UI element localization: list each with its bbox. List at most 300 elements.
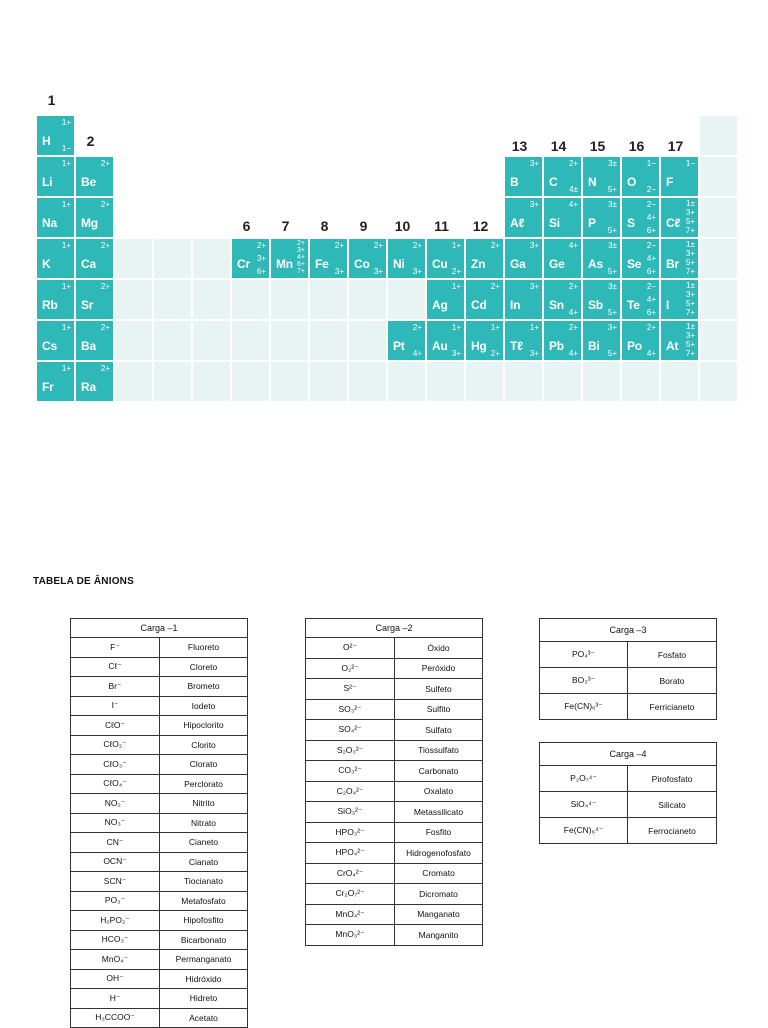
table-cell-empty (388, 362, 425, 401)
anion-name: Sulfito (395, 699, 483, 720)
anion-formula: Cr₂O₇²⁻ (306, 884, 395, 905)
anion-name: Brometo (160, 677, 248, 697)
table-row (71, 950, 248, 970)
element-Cd (466, 280, 503, 319)
element-Cu (427, 239, 464, 278)
table-cell-empty (661, 362, 698, 401)
element-F (661, 157, 698, 196)
group-number: 13 (511, 138, 528, 154)
anion-formula: MnO₄⁻ (71, 950, 160, 970)
element-Na (37, 198, 74, 237)
element-symbol: Li (42, 175, 53, 189)
element-Hg (466, 321, 503, 360)
oxidation-state: 1+ (61, 241, 71, 250)
anion-name: Cloreto (160, 657, 248, 677)
table-row (71, 989, 248, 1009)
anion-name: Clorito (160, 735, 248, 755)
element-Ga (505, 239, 542, 278)
anion-name: Peróxido (395, 658, 483, 679)
table-cell-empty (310, 362, 347, 401)
element-symbol: Ag (432, 298, 448, 312)
table-cell-empty (349, 280, 386, 319)
table-row (306, 740, 483, 761)
anion-formula: SO₄²⁻ (306, 720, 395, 741)
table-row (306, 720, 483, 741)
anion-formula: HCO₃⁻ (71, 930, 160, 950)
oxidation-state: 3+ (256, 254, 266, 263)
element-symbol: Aℓ (510, 216, 525, 230)
oxidation-state: 2+ (412, 241, 422, 250)
element-symbol: Se (627, 257, 642, 271)
element-Ge (544, 239, 581, 278)
oxidation-state: 7+ (685, 308, 695, 317)
oxidation-state: 3+ (334, 267, 344, 276)
element-symbol: N (588, 175, 597, 189)
element-Cs (37, 321, 74, 360)
element-Te (622, 280, 659, 319)
anion-formula: SiO₃²⁻ (306, 802, 395, 823)
anion-name: Hipoclorito (160, 716, 248, 736)
table-cell-empty (700, 280, 737, 319)
element-In (505, 280, 542, 319)
oxidation-state: 3+ (529, 159, 539, 168)
group-number: 15 (589, 138, 606, 154)
element-Aℓ (505, 198, 542, 237)
anion-formula: H₃CCOO⁻ (71, 1008, 160, 1028)
anion-name: Manganato (395, 904, 483, 925)
anion-name: Cromato (395, 863, 483, 884)
anion-name: Tiossulfato (395, 740, 483, 761)
element-symbol: Na (42, 216, 57, 230)
table-row (540, 818, 717, 844)
table-cell-empty (349, 362, 386, 401)
element-Ni (388, 239, 425, 278)
anion-table-charge-1 (70, 618, 248, 1028)
oxidation-state: 1+ (451, 323, 461, 332)
anion-formula: F⁻ (71, 638, 160, 658)
oxidation-state: 2− (646, 185, 656, 194)
table-row (71, 872, 248, 892)
table-cell-empty (154, 362, 191, 401)
element-S (622, 198, 659, 237)
charge-header: Carga –3 (540, 619, 717, 642)
element-Li (37, 157, 74, 196)
oxidation-state: 4+ (568, 241, 578, 250)
group-number: 11 (434, 218, 449, 234)
anion-name: Iodeto (160, 696, 248, 716)
oxidation-state: 4+ (568, 349, 578, 358)
oxidation-state: 5+ (685, 258, 695, 267)
anion-formula: HPO₃²⁻ (306, 822, 395, 843)
element-At (661, 321, 698, 360)
element-N (583, 157, 620, 196)
anion-name: Hidreto (160, 989, 248, 1009)
anion-formula: O₂²⁻ (306, 658, 395, 679)
oxidation-state: 1+ (529, 323, 539, 332)
element-Cr (232, 239, 269, 278)
oxidation-state: 2+ (100, 200, 110, 209)
anion-formula: Br⁻ (71, 677, 160, 697)
element-symbol: Te (627, 298, 640, 312)
element-K (37, 239, 74, 278)
element-symbol: P (588, 216, 596, 230)
group-number: 14 (550, 138, 567, 154)
anion-name: Sulfeto (395, 679, 483, 700)
oxidation-state: 2+ (100, 364, 110, 373)
oxidation-state: 2+ (334, 241, 344, 250)
anion-name: Fosfato (628, 642, 717, 668)
table-cell-empty (583, 362, 620, 401)
table-row (540, 766, 717, 792)
table-cell-empty (544, 362, 581, 401)
table-cell-empty (271, 280, 308, 319)
anion-formula: O²⁻ (306, 638, 395, 659)
oxidation-state: 1+ (61, 200, 71, 209)
table-row (71, 930, 248, 950)
anion-formula: CN⁻ (71, 833, 160, 853)
oxidation-state: 4+ (568, 200, 578, 209)
oxidation-state: 4+ (646, 295, 656, 304)
element-symbol: Po (627, 339, 642, 353)
table-cell-empty (232, 280, 269, 319)
oxidation-state: 3+ (685, 249, 695, 258)
anion-name: Clorato (160, 755, 248, 775)
oxidation-state: 4+ (297, 254, 305, 261)
oxidation-state: 2+ (568, 159, 578, 168)
oxidation-state: 5+ (607, 185, 617, 194)
element-symbol: Ni (393, 257, 405, 271)
oxidation-state: 5+ (607, 349, 617, 358)
oxidation-state: 2+ (490, 349, 500, 358)
element-Rb (37, 280, 74, 319)
table-row (71, 774, 248, 794)
element-Se (622, 239, 659, 278)
oxidation-state: 7+ (297, 268, 305, 275)
oxidation-state: 5+ (685, 340, 695, 349)
anion-formula: SO₃²⁻ (306, 699, 395, 720)
anion-formula: H₂PO₂⁻ (71, 911, 160, 931)
anion-formula: SCN⁻ (71, 872, 160, 892)
group-number: 10 (394, 218, 411, 234)
anion-formula: MnO₄²⁻ (306, 904, 395, 925)
oxidation-state: 4+ (646, 254, 656, 263)
oxidation-state: 1+ (61, 159, 71, 168)
oxidation-state: 3+ (529, 241, 539, 250)
element-symbol: Hg (471, 339, 487, 353)
anion-name: Pirofosfato (628, 766, 717, 792)
anion-name: Carbonato (395, 761, 483, 782)
element-symbol: Rb (42, 298, 58, 312)
oxidation-state: 6+ (646, 267, 656, 276)
table-row (540, 642, 717, 668)
element-O (622, 157, 659, 196)
oxidation-state: 4+ (568, 308, 578, 317)
table-row (71, 969, 248, 989)
table-row (306, 638, 483, 659)
oxidation-state: 4± (569, 185, 578, 194)
element-symbol: Pb (549, 339, 564, 353)
element-symbol: S (627, 216, 635, 230)
group-number: 1 (47, 92, 56, 108)
anion-formula: I⁻ (71, 696, 160, 716)
element-symbol: Ca (81, 257, 96, 271)
anion-formula: H⁻ (71, 989, 160, 1009)
table-row (71, 657, 248, 677)
anion-formula: SiO₄⁴⁻ (540, 792, 628, 818)
oxidation-state: 3+ (685, 331, 695, 340)
anion-name: Nitrito (160, 794, 248, 814)
element-symbol: F (666, 175, 674, 189)
element-symbol: Si (549, 216, 560, 230)
table-cell-empty (154, 321, 191, 360)
oxidation-state: 2+ (568, 323, 578, 332)
element-symbol: Zn (471, 257, 486, 271)
table-row (306, 925, 483, 946)
table-cell-empty (115, 321, 152, 360)
element-symbol: K (42, 257, 51, 271)
anion-name: Ferrocianeto (628, 818, 717, 844)
element-Co (349, 239, 386, 278)
table-cell-empty (700, 321, 737, 360)
table-row (306, 863, 483, 884)
oxidation-state: 3± (608, 282, 617, 291)
oxidation-state: 6+ (256, 267, 266, 276)
table-row (306, 679, 483, 700)
oxidation-state: 3+ (607, 323, 617, 332)
anion-formula: Fe(CN)₆³⁻ (540, 694, 628, 720)
oxidation-state: 1± (686, 240, 695, 249)
oxidation-state: 1+ (61, 118, 71, 127)
anion-name: Metassilicato (395, 802, 483, 823)
anion-formula: OCN⁻ (71, 852, 160, 872)
anion-name: Óxido (395, 638, 483, 659)
anion-formula: OH⁻ (71, 969, 160, 989)
oxidation-state: 2+ (297, 240, 305, 247)
table-row (71, 1008, 248, 1028)
anion-name: Cianeto (160, 833, 248, 853)
oxidation-state: 2+ (100, 241, 110, 250)
oxidation-state: 3+ (529, 282, 539, 291)
table-cell-empty (466, 362, 503, 401)
table-cell-empty (193, 280, 230, 319)
element-Sb (583, 280, 620, 319)
element-Mn (271, 239, 308, 278)
anion-name: Cianato (160, 852, 248, 872)
table-row (306, 843, 483, 864)
table-row (306, 781, 483, 802)
element-symbol: Fe (315, 257, 329, 271)
anion-name: Tiocianato (160, 872, 248, 892)
table-row (71, 911, 248, 931)
table-cell-empty (388, 280, 425, 319)
anion-formula: CO₃²⁻ (306, 761, 395, 782)
element-symbol: Sn (549, 298, 564, 312)
element-symbol: H (42, 134, 51, 148)
element-symbol: C (549, 175, 558, 189)
oxidation-state: 3± (608, 159, 617, 168)
anion-formula: CℓO₄⁻ (71, 774, 160, 794)
anion-name: Silicato (628, 792, 717, 818)
table-cell-empty (115, 239, 152, 278)
anion-name: Fosfito (395, 822, 483, 843)
anion-name: Dicromato (395, 884, 483, 905)
anion-formula: CℓO₃⁻ (71, 755, 160, 775)
element-symbol: Ge (549, 257, 565, 271)
element-Po (622, 321, 659, 360)
group-number: 7 (281, 218, 290, 234)
anion-name: Permanganato (160, 950, 248, 970)
table-cell-empty (622, 362, 659, 401)
oxidation-state: 1+ (61, 282, 71, 291)
anion-table-charge-3 (539, 618, 717, 720)
element-symbol: Br (666, 257, 679, 271)
anion-formula: Cℓ⁻ (71, 657, 160, 677)
table-cell-empty (505, 362, 542, 401)
anion-name: Sulfato (395, 720, 483, 741)
table-row (71, 755, 248, 775)
oxidation-state: 7+ (685, 349, 695, 358)
table-row (71, 677, 248, 697)
oxidation-state: 1− (646, 159, 656, 168)
table-cell-empty (700, 239, 737, 278)
anion-formula: Fe(CN)₆⁴⁻ (540, 818, 628, 844)
element-Mg (76, 198, 113, 237)
anion-formula: PO₃⁻ (71, 891, 160, 911)
oxidation-state: 2+ (490, 282, 500, 291)
element-symbol: Pt (393, 339, 405, 353)
oxidation-state: 2+ (100, 282, 110, 291)
element-symbol: Mn (276, 257, 293, 271)
element-symbol: Au (432, 339, 448, 353)
element-Sn (544, 280, 581, 319)
group-number: 8 (320, 218, 329, 234)
oxidation-state: 5+ (607, 226, 617, 235)
table-row (71, 735, 248, 755)
oxidation-state: 6+ (646, 308, 656, 317)
anion-formula: PO₄³⁻ (540, 642, 628, 668)
element-symbol: Cd (471, 298, 487, 312)
element-symbol: Co (354, 257, 370, 271)
anion-formula: BO₃³⁻ (540, 668, 628, 694)
element-Ag (427, 280, 464, 319)
element-As (583, 239, 620, 278)
table-row (306, 658, 483, 679)
element-symbol: Sb (588, 298, 603, 312)
anion-table-charge-4 (539, 742, 717, 844)
table-cell-empty (115, 280, 152, 319)
table-cell-empty (700, 116, 737, 155)
element-symbol: Mg (81, 216, 98, 230)
anion-formula: NO₂⁻ (71, 794, 160, 814)
table-cell-empty (310, 280, 347, 319)
oxidation-state: 2− (646, 200, 656, 209)
oxidation-state: 3+ (451, 349, 461, 358)
anion-name: Fluoreto (160, 638, 248, 658)
oxidation-state: 1+ (451, 282, 461, 291)
oxidation-state: 3+ (685, 208, 695, 217)
oxidation-state: 3+ (529, 349, 539, 358)
element-H (37, 116, 74, 155)
oxidation-state: 3+ (373, 267, 383, 276)
table-row (540, 668, 717, 694)
element-symbol: Sr (81, 298, 94, 312)
oxidation-state: 2+ (646, 323, 656, 332)
element-symbol: Cℓ (666, 216, 681, 230)
table-cell-empty (271, 321, 308, 360)
group-number: 2 (86, 133, 95, 149)
element-Si (544, 198, 581, 237)
group-number: 17 (667, 138, 684, 154)
table-row (306, 761, 483, 782)
oxidation-state: 6+ (297, 261, 305, 268)
table-row (71, 813, 248, 833)
table-row (71, 638, 248, 658)
oxidation-state: 1+ (61, 364, 71, 373)
oxidation-state: 2− (646, 241, 656, 250)
element-Bi (583, 321, 620, 360)
table-cell-empty (154, 239, 191, 278)
oxidation-state: 2+ (490, 241, 500, 250)
oxidation-state: 7+ (685, 226, 695, 235)
element-symbol: Bi (588, 339, 600, 353)
anion-name: Metafosfato (160, 891, 248, 911)
anion-formula: P₂O₇⁴⁻ (540, 766, 628, 792)
element-Ra (76, 362, 113, 401)
table-cell-empty (193, 239, 230, 278)
table-row (306, 699, 483, 720)
anion-name: Manganito (395, 925, 483, 946)
charge-header: Carga –4 (540, 743, 717, 766)
table-cell-empty (193, 362, 230, 401)
element-Be (76, 157, 113, 196)
oxidation-state: 7+ (685, 267, 695, 276)
table-row (71, 852, 248, 872)
element-symbol: Ra (81, 380, 96, 394)
table-cell-empty (427, 362, 464, 401)
oxidation-state: 2+ (100, 323, 110, 332)
anion-name: Hidróxido (160, 969, 248, 989)
element-symbol: At (666, 339, 679, 353)
anion-formula: HPO₄²⁻ (306, 843, 395, 864)
element-Pb (544, 321, 581, 360)
charge-header: Carga –1 (71, 619, 248, 638)
anion-table-charge-2 (305, 618, 483, 946)
oxidation-state: 3+ (297, 247, 305, 254)
periodic-table (0, 0, 768, 420)
element-Pt (388, 321, 425, 360)
table-row (71, 833, 248, 853)
element-Au (427, 321, 464, 360)
group-number: 9 (359, 218, 368, 234)
element-symbol: I (666, 298, 670, 312)
element-Br (661, 239, 698, 278)
element-Cℓ (661, 198, 698, 237)
oxidation-state: 1± (686, 281, 695, 290)
table-cell-empty (115, 362, 152, 401)
oxidation-state: 1− (685, 159, 695, 168)
oxidation-state: 6+ (646, 226, 656, 235)
anion-formula: S₂O₃²⁻ (306, 740, 395, 761)
anion-name: Nitrato (160, 813, 248, 833)
oxidation-state: 3± (608, 200, 617, 209)
anion-name: Acetato (160, 1008, 248, 1028)
element-symbol: Be (81, 175, 96, 189)
table-row (306, 904, 483, 925)
table-row (306, 884, 483, 905)
anion-name: Hidrogenofosfato (395, 843, 483, 864)
table-cell-empty (232, 362, 269, 401)
oxidation-state: 1− (61, 144, 71, 153)
